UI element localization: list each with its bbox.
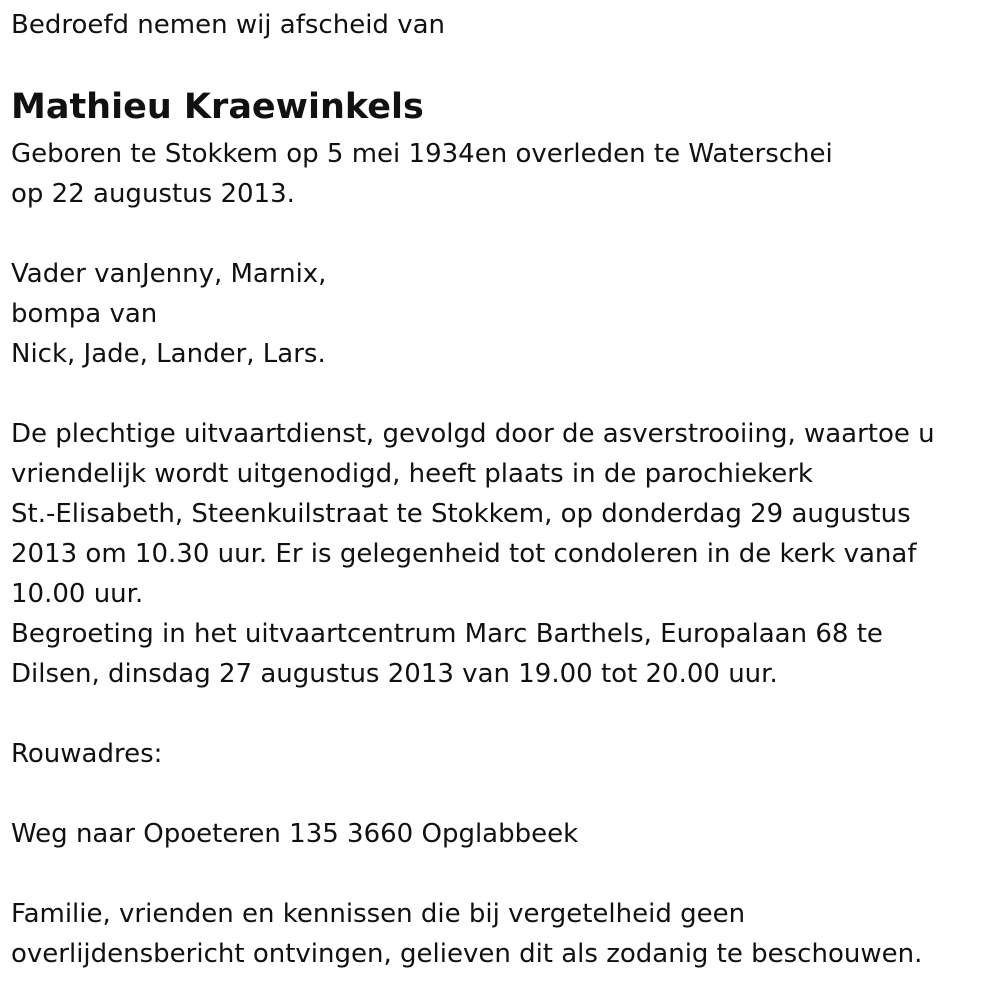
service-line: Begroeting in het uitvaartcentrum Marc Barthels, Europalaan 68 te — [11, 619, 883, 649]
service-line: vriendelijk wordt uitgenodigd, heeft plaats in de parochiekerk — [11, 459, 813, 489]
mourning-address-label: Rouwadres: — [11, 739, 163, 769]
service-line: 10.00 uur. — [11, 579, 144, 609]
service-line: De plechtige uitvaartdienst, gevolgd door de asverstrooiing, waartoe u — [11, 419, 935, 449]
closing-line: overlijdensbericht ontvingen, gelieven dit als zodanig te beschouwen. — [11, 939, 923, 969]
birth-death-line: op 22 augustus 2013. — [11, 179, 295, 209]
intro-text: Bedroefd nemen wij afscheid van — [11, 10, 445, 40]
family-line: Vader vanJenny, Marnix, — [11, 259, 327, 289]
service-line: 2013 om 10.30 uur. Er is gelegenheid tot condoleren in de kerk vanaf — [11, 539, 917, 569]
birth-death-block — [11, 134, 833, 214]
family-line: bompa van — [11, 299, 158, 329]
deceased-name: Mathieu Kraewinkels — [11, 87, 424, 127]
closing-line: Familie, vrienden en kennissen die bij vergetelheid geen — [11, 899, 746, 929]
service-line: Dilsen, dinsdag 27 augustus 2013 van 19.00 tot 20.00 uur. — [11, 659, 778, 689]
family-line: Nick, Jade, Lander, Lars. — [11, 339, 326, 369]
birth-death-line: Geboren te Stokkem op 5 mei 1934en overleden te Waterschei — [11, 139, 833, 169]
closing-block — [11, 894, 922, 974]
mourning-address: Weg naar Opoeteren 135 3660 Opglabbeek — [11, 819, 579, 849]
family-block — [11, 254, 326, 374]
service-line: St.-Elisabeth, Steenkuilstraat te Stokkem, op donderdag 29 augustus — [11, 499, 911, 529]
service-block — [11, 414, 935, 694]
